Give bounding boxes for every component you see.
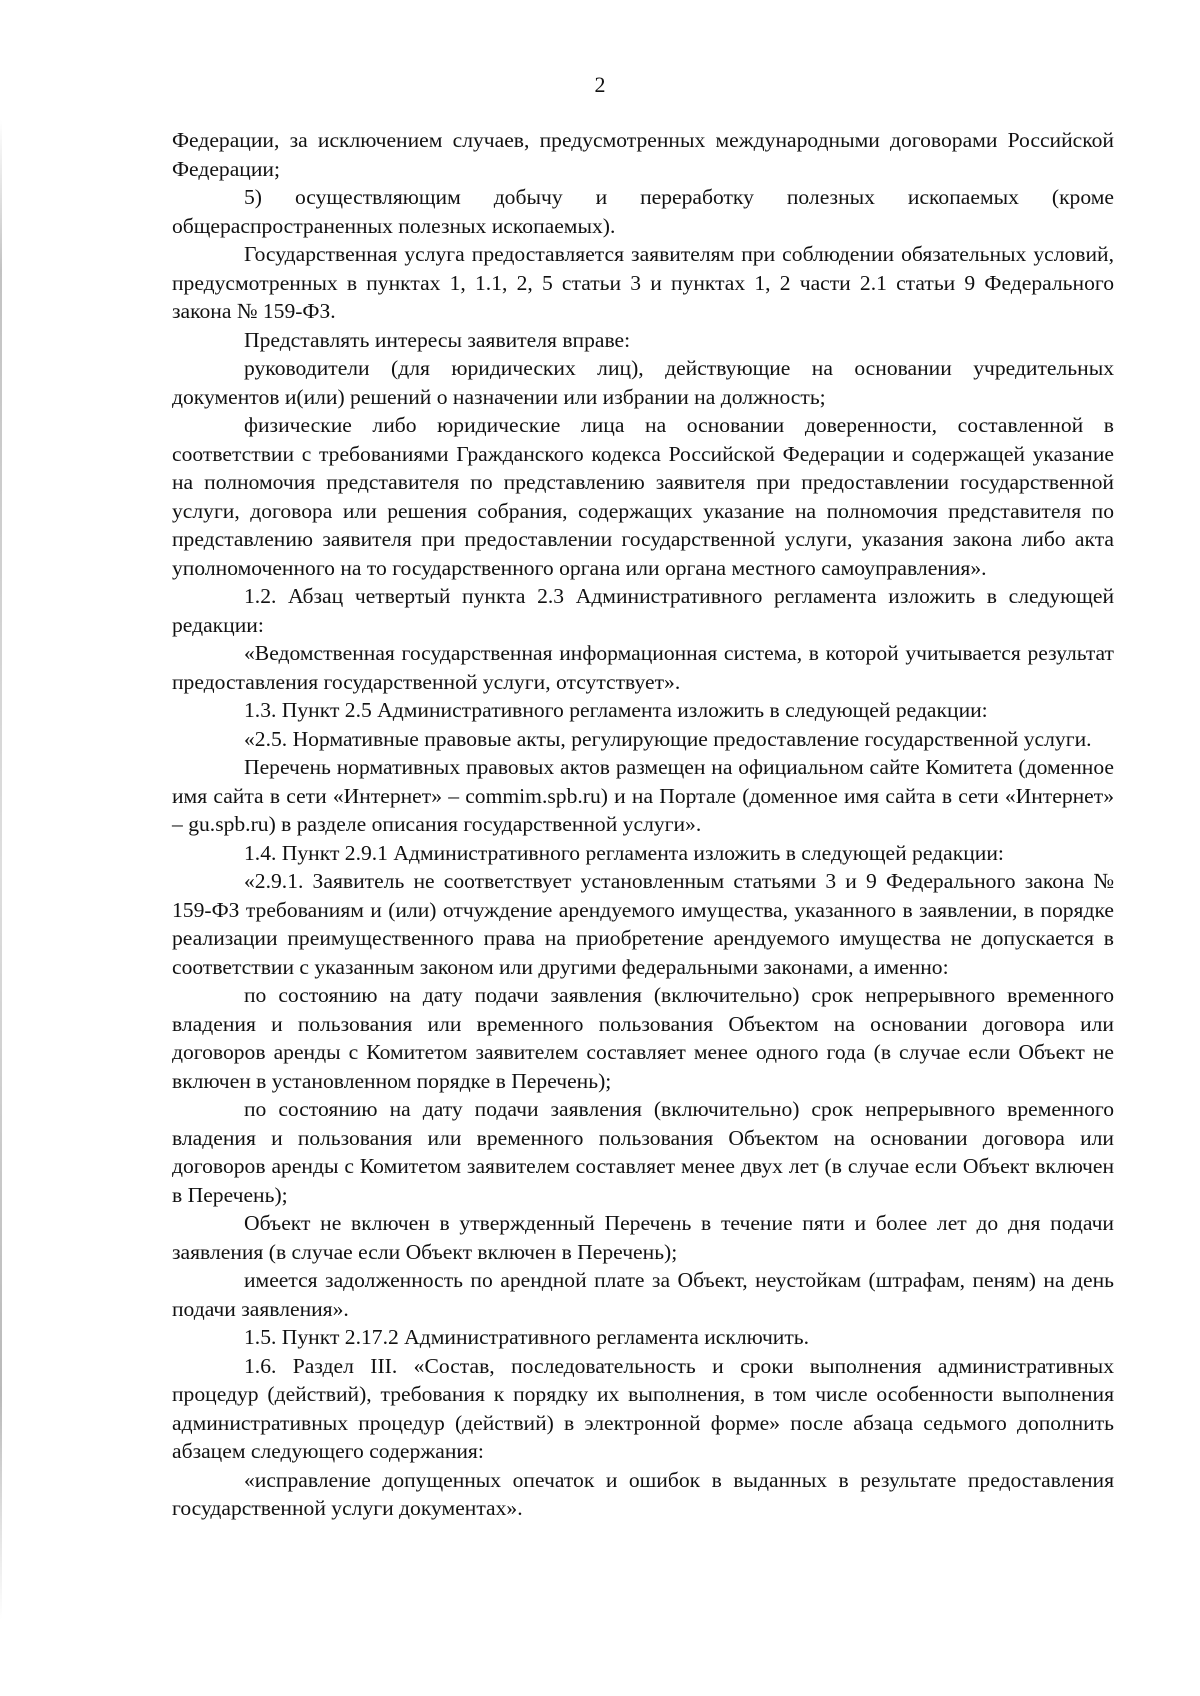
paragraph: 1.4. Пункт 2.9.1 Административного регламента изложить в следующей редакции: xyxy=(244,840,1004,865)
paragraph: 1.5. Пункт 2.17.2 Административного регламента исключить. xyxy=(244,1325,810,1349)
paragraph: «2.9.1. Заявитель не соответствует установленным статьями 3 и 9 Федерального закона № 159-ФЗ требованиям и (или) отчуждение арендуемого имущества, указанного в заявлении, в порядке реализации преимущественного права на приобретение арендуемого имущества не допускается в соответствии с указанным законом или другими федеральными законами, а именно: xyxy=(172,869,1114,979)
paragraph: 1.2. Абзац четвертый пункта 2.3 Административного регламента изложить в следующей редакции: xyxy=(172,584,1114,637)
paragraph: 5) осуществляющим добычу и переработку полезных ископаемых (кроме общераспространенных полезных ископаемых). xyxy=(172,185,1114,238)
paragraph: Представлять интересы заявителя вправе: xyxy=(244,327,631,352)
paragraph: «исправление допущенных опечаток и ошибок в выданных в результате предоставления государственной услуги документах». xyxy=(172,1467,1114,1520)
paragraph: 1.6. Раздел III. «Состав, последовательность и сроки выполнения административных процедур (действий), требования к порядку их выполнения, в том числе особенности выполнения административных процедур (действий) в электронной форме» после абзаца седьмого дополнить абзацем следующего содержания: xyxy=(172,1353,1114,1463)
scan-edge-shadow xyxy=(0,120,2,1620)
paragraph: 1.3. Пункт 2.5 Административного регламента изложить в следующей редакции: xyxy=(244,698,988,722)
paragraph: «Ведомственная государственная информационная система, в которой учитывается результат предоставления государственной услуги, отсутствует». xyxy=(172,641,1114,694)
paragraph: Федерации, за исключением случаев, предусмотренных международными договорами Российской Федерации; xyxy=(172,128,1114,181)
paragraph: по состоянию на дату подачи заявления (включительно) срок непрерывного временного владения и пользования или временного пользования Объектом на основании договора или договоров аренды с Комитетом заявителем составляет менее одного года (в случае если Объект не включен в установленном порядке в Перечень); xyxy=(172,983,1114,1093)
paragraph: «2.5. Нормативные правовые акты, регулирующие предоставление государственной услуги. xyxy=(244,726,1092,751)
paragraph: руководители (для юридических лиц), действующие на основании учредительных документов и(или) решений о назначении или избрании на должность; xyxy=(172,356,1114,409)
paragraph: Перечень нормативных правовых актов размещен на официальном сайте Комитета (доменное имя сайта в сети «Интернет» – commim.spb.ru) и на Портале (доменное имя сайта в сети «Интернет» – gu.spb.ru) в разделе описания государственной услуги». xyxy=(172,755,1114,836)
paragraph: физические либо юридические лица на основании доверенности, составленной в соответствии с требованиями Гражданского кодекса Российской Федерации и содержащей указание на полномочия представителя по представлению заявителя при предоставлении государственной услуги, договора или решения собрания, содержащих указание на полномочия представителя по представлению заявителя при предоставлении государственной услуги, указания закона либо акта уполномоченного на то государственного органа или органа местного самоуправления». xyxy=(172,413,1114,580)
page-number: 2 xyxy=(594,72,606,97)
paragraph: имеется задолженность по арендной плате за Объект, неустойкам (штрафам, пеням) на день подачи заявления». xyxy=(172,1268,1114,1321)
paragraph: по состоянию на дату подачи заявления (включительно) срок непрерывного временного владения и пользования или временного пользования Объектом на основании договора или договоров аренды с Комитетом заявителем составляет менее двух лет (в случае если Объект включен в Перечень); xyxy=(172,1097,1114,1207)
document-body xyxy=(172,126,1114,1523)
paragraph: Объект не включен в утвержденный Перечень в течение пяти и более лет до дня подачи заявления (в случае если Объект включен в Перечень); xyxy=(172,1211,1114,1264)
paragraph: Государственная услуга предоставляется заявителям при соблюдении обязательных условий, предусмотренных в пунктах 1, 1.1, 2, 5 статьи 3 и пунктах 1, 2 части 2.1 статьи 9 Федерального закона № 159-ФЗ. xyxy=(172,242,1114,323)
